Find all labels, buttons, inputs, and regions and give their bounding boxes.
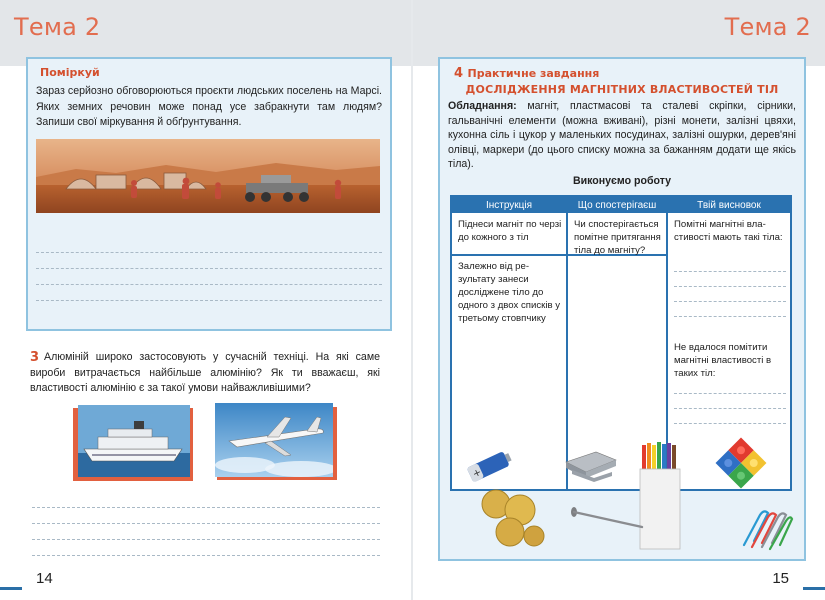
row1-observation: Чи спостерігається помітне притягання тіла до магніту? bbox=[574, 219, 661, 256]
row2-instruction: Залежно від результату занеси досліджене тіло до одного з двох списків у третьому стовпчику bbox=[458, 261, 561, 324]
page-left bbox=[0, 0, 412, 600]
header-instruction: Інструкція bbox=[485, 200, 533, 211]
practical-task-box bbox=[438, 57, 806, 561]
equipment-paragraph bbox=[448, 99, 796, 172]
conclusion-magnetic: Помітні магнітні властивості мають такі тіла: bbox=[674, 219, 783, 243]
footer-line-right bbox=[803, 587, 825, 590]
page-number-left: 14 bbox=[36, 570, 53, 587]
coins-icon bbox=[476, 484, 548, 550]
footer-line-left bbox=[0, 587, 22, 590]
equipment-text: магніт, пластмасові та сталеві скріпки, сірники, гальванічні елементи (можна вживані), різні монети, залізні цвяхи, кухонна сіль і цукор у маленьких посудинах, залізні ошурки, дерев'яні олівці, маркери (до цього списку можна за бажанням додати ще якісь тіла). bbox=[448, 100, 796, 170]
topic-title-right: Тема 2 bbox=[724, 13, 811, 41]
answer-lines-task3[interactable] bbox=[32, 492, 380, 556]
answer-lines-magnetic[interactable] bbox=[674, 257, 786, 317]
equipment-label: Обладнання: bbox=[448, 100, 517, 112]
nail-icon bbox=[568, 507, 646, 531]
pencils-box-icon bbox=[636, 439, 684, 551]
paperclips-icon bbox=[736, 505, 794, 551]
think-box bbox=[26, 57, 392, 331]
task-4-label: Практичне завдання bbox=[467, 67, 600, 80]
header-observation: Що спостерігаєш bbox=[577, 200, 657, 211]
mars-colony-image bbox=[36, 139, 380, 213]
task-4-title bbox=[454, 64, 599, 82]
task-3 bbox=[30, 350, 380, 397]
airplane-image bbox=[215, 403, 333, 477]
staples-icon bbox=[562, 444, 622, 484]
think-box-title: Поміркуй bbox=[40, 66, 100, 79]
think-box-text: Зараз серйозно обговорюються проєкти людських поселень на Марсі. Яких земних речовин може понад усе забракнути там людям? Запиши свої міркування й обґрунтування. bbox=[36, 85, 382, 128]
task-4-number: 4 bbox=[454, 66, 464, 81]
topic-title-left: Тема 2 bbox=[14, 13, 101, 41]
cruise-ship-image bbox=[78, 405, 190, 477]
page-right bbox=[413, 0, 825, 600]
work-heading: Виконуємо роботу bbox=[572, 175, 672, 187]
header-conclusion: Твій висновок bbox=[697, 200, 761, 211]
battery-icon bbox=[460, 446, 520, 486]
lego-brick-icon bbox=[713, 437, 769, 489]
svg-text:+: + bbox=[471, 466, 484, 481]
task-3-number: 3 bbox=[30, 350, 40, 365]
task-3-text: Алюміній широко застосовують у сучасній техніці. На які саме вироби витрачається найбільше алюмінію? Як ти вважаєш, які властивості алюмінію є за такої умови найважливішими? bbox=[30, 351, 380, 394]
task-4-heading: ДОСЛІДЖЕННЯ МАГНІТНИХ ВЛАСТИВОСТЕЙ ТІЛ bbox=[465, 83, 779, 96]
answer-lines-think[interactable] bbox=[36, 237, 382, 301]
page-number-right: 15 bbox=[772, 570, 789, 587]
row1-instruction: Піднеси магніт по черзі до кожного з тіл bbox=[458, 219, 562, 243]
answer-lines-nonmagnetic[interactable] bbox=[674, 379, 786, 424]
conclusion-nonmagnetic: Не вдалося помітити магнітні властивості в таких тіл: bbox=[674, 342, 772, 379]
